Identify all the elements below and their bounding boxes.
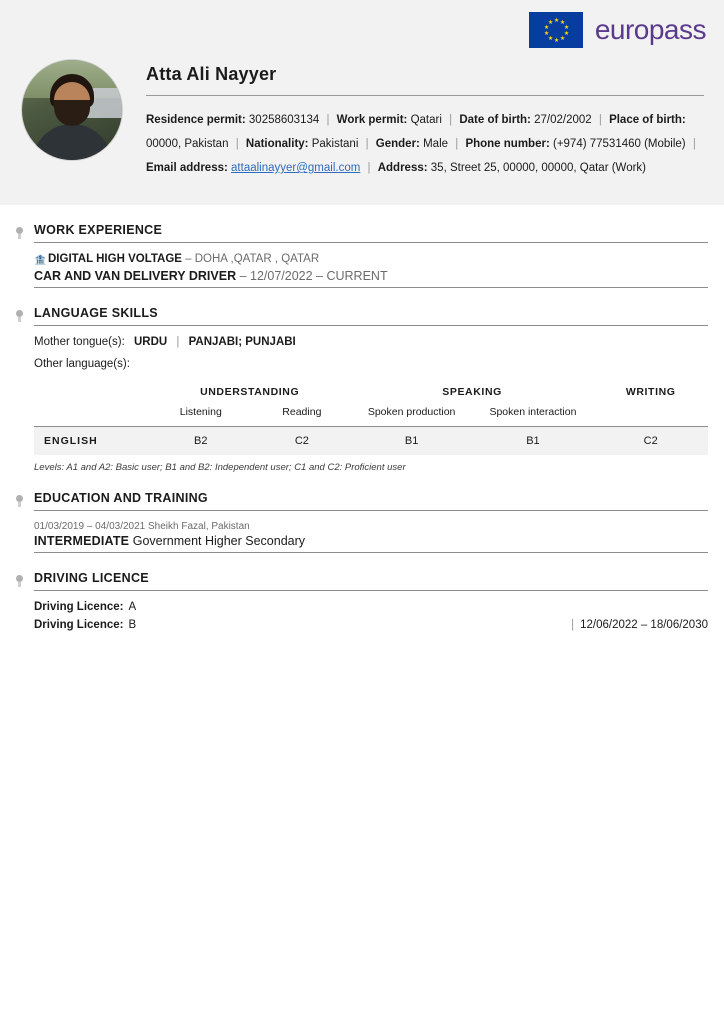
section-marker-icon <box>16 575 23 582</box>
name-divider <box>146 95 704 96</box>
group-understanding: UNDERSTANDING <box>200 386 300 398</box>
section-divider <box>34 242 708 243</box>
field-value-gender: Male <box>423 138 449 150</box>
section-marker-icon <box>16 310 23 317</box>
group-speaking: SPEAKING <box>442 386 502 398</box>
field-value-residence-permit: 30258603134 <box>248 114 320 126</box>
table-row <box>34 427 708 456</box>
subheader-listening: Listening <box>149 400 253 427</box>
table-header-groups <box>34 380 708 400</box>
field-label-residence-permit: Residence permit: <box>146 114 246 126</box>
field-value-work-permit: Qatari <box>410 114 442 126</box>
field-label-address: Address: <box>377 162 428 174</box>
work-location: – DOHA ,QATAR , QATAR <box>185 253 320 265</box>
section-title-work-experience: WORK EXPERIENCE <box>34 223 163 237</box>
field-label-work-permit: Work permit: <box>336 114 408 126</box>
field-separator: | <box>449 114 453 126</box>
subheader-spoken-interaction: Spoken interaction <box>472 400 593 427</box>
education-dates: 01/03/2019 – 04/03/2021 Sheikh Fazal, Pakistan <box>34 521 250 532</box>
driving-licence-row <box>34 619 708 631</box>
section-language-skills <box>16 306 708 473</box>
avatar <box>22 60 122 160</box>
field-separator: | <box>367 162 371 174</box>
work-organisation: DIGITAL HIGH VOLTAGE <box>48 253 182 265</box>
field-separator: | <box>692 138 696 150</box>
mother-tongue-2: PANJABI; PUNJABI <box>188 336 296 348</box>
institution-icon: 🏦 <box>34 255 47 266</box>
field-value-place-of-birth: 00000, Pakistan <box>146 138 229 150</box>
work-role: CAR AND VAN DELIVERY DRIVER <box>34 269 237 283</box>
section-title-education: EDUCATION AND TRAINING <box>34 491 208 505</box>
field-label-gender: Gender: <box>375 138 420 150</box>
section-divider <box>34 510 708 511</box>
field-separator: | <box>326 114 330 126</box>
cv-body <box>0 223 724 631</box>
field-separator: | <box>455 138 459 150</box>
section-title-driving-licence: DRIVING LICENCE <box>34 571 149 585</box>
education-title-line <box>34 534 708 553</box>
field-value-address: 35, Street 25, 00000, 00000, Qatar (Work) <box>430 162 646 174</box>
eu-flag-icon: ★ ★ ★ ★ ★ ★ ★ ★ ★ ★ <box>529 12 583 48</box>
driving-licence-dates: 12/06/2022 – 18/06/2030 <box>580 619 708 631</box>
field-value-date-of-birth: 27/02/2002 <box>534 114 592 126</box>
field-label-email-address: Email address: <box>146 162 228 174</box>
row-writing: C2 <box>643 435 658 447</box>
mother-tongue-1: URDU <box>133 336 168 348</box>
email-link[interactable]: attaalinayyer@gmail.com <box>231 162 361 174</box>
section-marker-icon <box>16 227 23 234</box>
section-divider <box>34 325 708 326</box>
field-separator: | <box>365 138 369 150</box>
section-education-and-training <box>16 491 708 553</box>
field-label-place-of-birth: Place of birth: <box>609 114 686 126</box>
work-organisation-line <box>34 253 708 266</box>
row-spoken-interaction: B1 <box>526 435 540 447</box>
section-title-language-skills: LANGUAGE SKILLS <box>34 306 158 320</box>
subheader-writing <box>593 400 708 427</box>
section-driving-licence <box>16 571 708 631</box>
field-separator: | <box>235 138 239 150</box>
row-spoken-production: B1 <box>404 435 419 447</box>
value-separator: | <box>571 619 575 631</box>
other-languages-label: Other language(s): <box>34 358 130 370</box>
driving-licence-row <box>34 601 708 613</box>
levels-legend: Levels: A1 and A2: Basic user; B1 and B2: Independent user; C1 and C2: Proficient user <box>34 462 406 473</box>
value-separator: | <box>176 336 180 348</box>
driving-licence-value: B <box>128 619 137 631</box>
language-levels-table <box>34 380 708 455</box>
europass-wordmark: europass <box>594 14 706 45</box>
europass-logo <box>16 10 708 50</box>
field-separator: | <box>598 114 602 126</box>
section-divider <box>34 590 708 591</box>
section-work-experience <box>16 223 708 288</box>
field-value-nationality: Pakistani <box>311 138 359 150</box>
driving-licence-value: A <box>128 601 137 613</box>
page-title: Atta Ali Nayyer <box>146 64 277 84</box>
driving-licence-label: Driving Licence: <box>34 619 124 631</box>
section-marker-icon <box>16 495 23 502</box>
identity-block <box>16 54 708 180</box>
driving-licence-label: Driving Licence: <box>34 601 124 613</box>
cv-header <box>0 0 724 205</box>
mother-tongue-line <box>34 336 708 348</box>
field-value-phone-number: (+974) 77531460 (Mobile) <box>552 138 686 150</box>
education-degree: INTERMEDIATE <box>34 534 130 548</box>
education-institution: Government Higher Secondary <box>132 534 306 548</box>
field-label-phone-number: Phone number: <box>465 138 550 150</box>
work-period: – 12/07/2022 – CURRENT <box>239 269 388 283</box>
row-listening: B2 <box>194 435 208 447</box>
table-header-subs <box>34 400 708 427</box>
field-label-date-of-birth: Date of birth: <box>459 114 531 126</box>
identity-details <box>146 108 704 180</box>
field-label-nationality: Nationality: <box>245 138 309 150</box>
work-role-line <box>34 269 708 288</box>
group-writing: WRITING <box>625 386 676 398</box>
subheader-reading: Reading <box>253 400 351 427</box>
row-language-name: ENGLISH <box>44 435 98 447</box>
mother-tongue-label: Mother tongue(s): <box>34 336 125 348</box>
row-reading: C2 <box>294 435 309 447</box>
subheader-spoken-production: Spoken production <box>351 400 473 427</box>
